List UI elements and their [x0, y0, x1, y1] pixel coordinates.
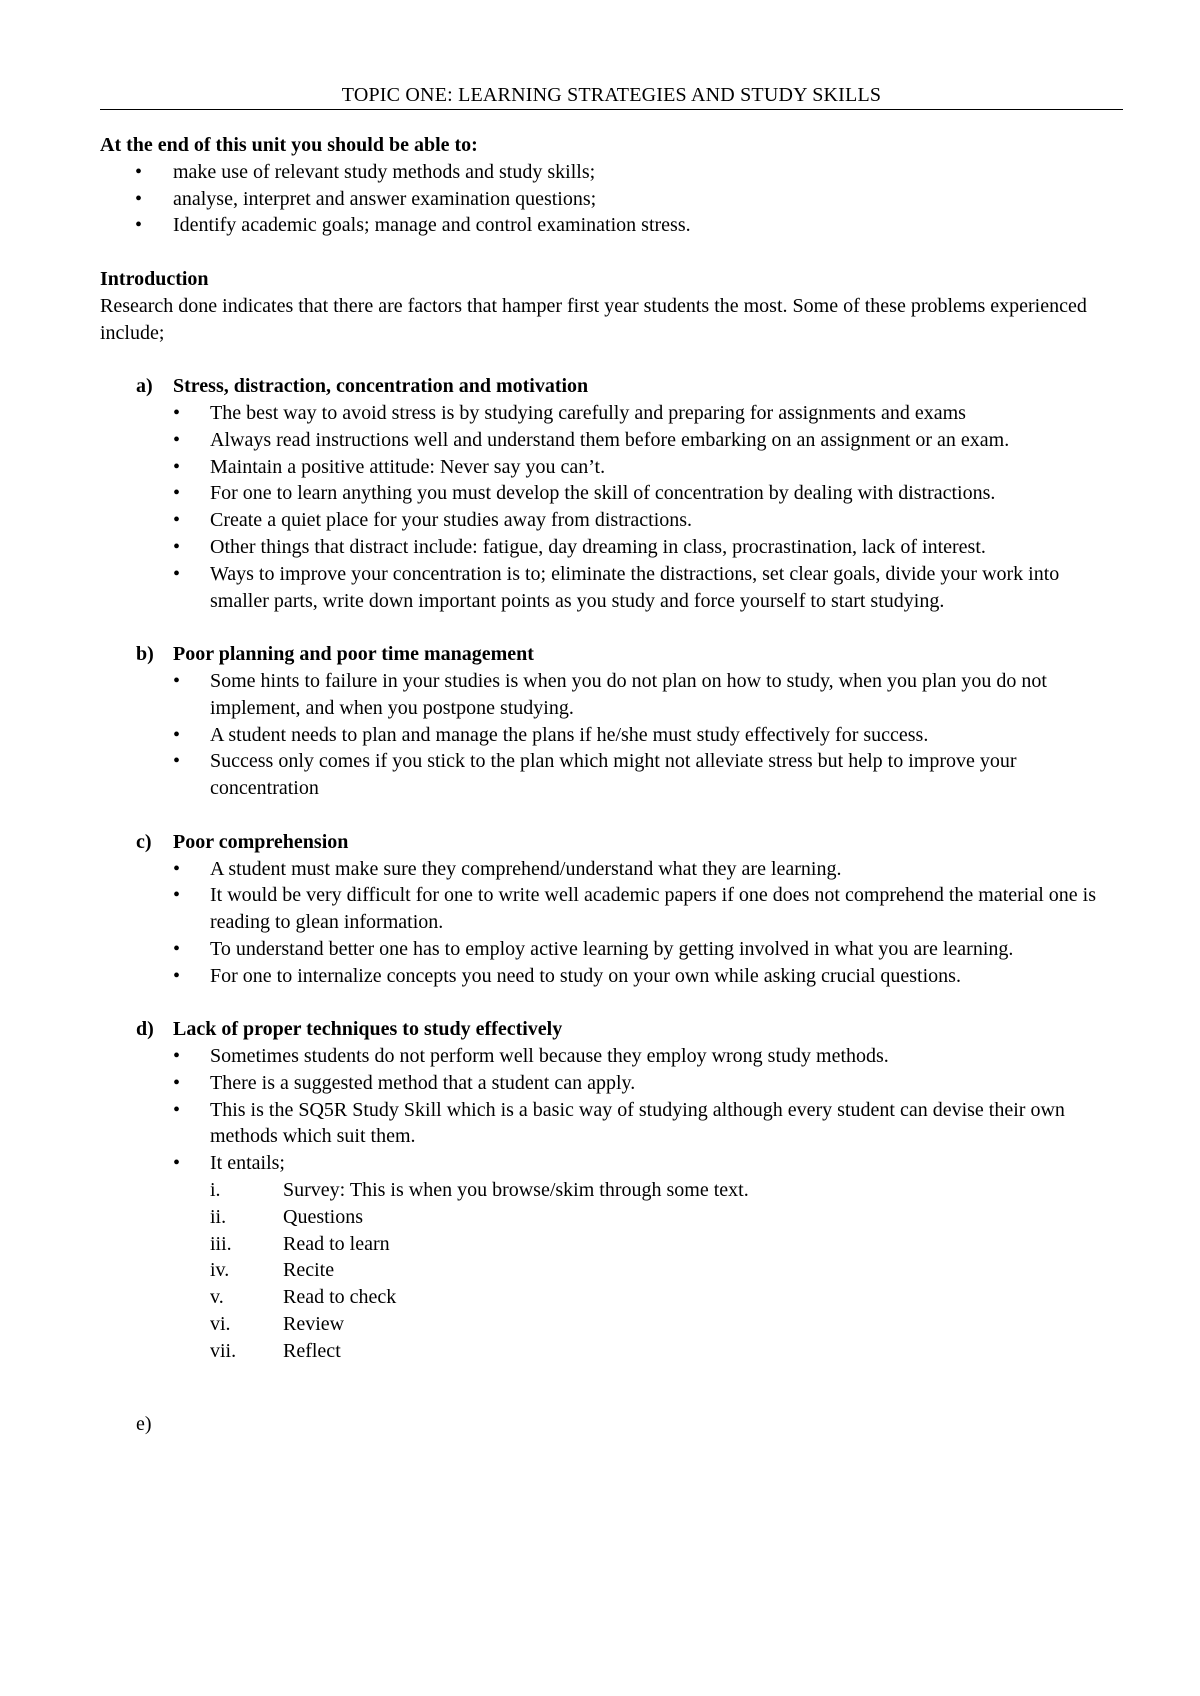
spacer — [100, 110, 1123, 132]
spacer — [100, 1365, 1123, 1392]
section-title: Poor planning and poor time management — [173, 643, 534, 666]
section-heading-c — [100, 829, 1123, 856]
list-item: • For one to internalize concepts you need to study on your own while asking crucial questions. — [100, 963, 1123, 990]
list-item: • To understand better one has to employ active learning by getting involved in what you are learning. — [100, 936, 1123, 963]
document-page — [100, 82, 1123, 1458]
list-item: • This is the SQ5R Study Skill which is a basic way of studying although every student can devise their own methods which suit them. — [100, 1097, 1123, 1151]
section-title: Lack of proper techniques to study effectively — [173, 1018, 563, 1041]
objectives-list — [100, 159, 1123, 239]
sq5r-steps-list — [100, 1177, 1123, 1365]
step-number: iv. — [210, 1259, 230, 1282]
step-text: Read to check — [283, 1286, 397, 1309]
list-item: • A student needs to plan and manage the plans if he/she must study effectively for success. — [100, 722, 1123, 749]
document-title: TOPIC ONE: LEARNING STRATEGIES AND STUDY SKILLS — [100, 82, 1123, 110]
step-text: Reflect — [283, 1339, 341, 1362]
section-a-list — [100, 400, 1123, 614]
list-item: • Success only comes if you stick to the plan which might not alleviate stress but help to improve your concentration — [100, 748, 1123, 802]
sq5r-step — [100, 1311, 1123, 1338]
section-letter: b) — [136, 643, 154, 666]
spacer — [100, 239, 1123, 266]
list-item: • Always read instructions well and understand them before embarking on an assignment or an exam. — [100, 427, 1123, 454]
list-item: • Create a quiet place for your studies away from distractions. — [100, 507, 1123, 534]
step-text: Read to learn — [283, 1232, 390, 1255]
step-text: Survey: This is when you browse/skim through some text. — [283, 1179, 749, 1202]
section-title: Stress, distraction, concentration and motivation — [173, 375, 589, 398]
section-c-list — [100, 856, 1123, 990]
list-item: • For one to learn anything you must develop the skill of concentration by dealing with distractions. — [100, 480, 1123, 507]
step-number: vi. — [210, 1313, 231, 1336]
step-text: Questions — [283, 1205, 363, 1228]
introduction-text: Research done indicates that there are factors that hamper first year students the most. Some of these problems experienced include; — [100, 294, 1087, 344]
section-letter: d) — [136, 1018, 154, 1041]
list-item: • Some hints to failure in your studies is when you do not plan on how to study, when you plan you do not implement, and when you postpone studying. — [100, 668, 1123, 722]
step-number: i. — [210, 1179, 221, 1202]
step-text: Recite — [283, 1259, 335, 1282]
step-text: Review — [283, 1313, 345, 1336]
list-item: • Other things that distract include: fatigue, day dreaming in class, procrastination, lack of interest. — [100, 534, 1123, 561]
step-number: vii. — [210, 1339, 237, 1362]
list-item: • Sometimes students do not perform well because they employ wrong study methods. — [100, 1043, 1123, 1070]
section-d-list — [100, 1043, 1123, 1177]
section-heading-b — [100, 641, 1123, 668]
spacer — [100, 990, 1123, 1017]
section-b-list — [100, 668, 1123, 802]
objectives-heading: At the end of this unit you should be able to: — [100, 134, 478, 156]
objective-item: • analyse, interpret and answer examination questions; — [100, 186, 1123, 213]
sq5r-step — [100, 1284, 1123, 1311]
sq5r-step — [100, 1204, 1123, 1231]
step-number: v. — [210, 1286, 224, 1309]
list-item: • There is a suggested method that a student can apply. — [100, 1070, 1123, 1097]
step-number: ii. — [210, 1205, 227, 1228]
list-item: • The best way to avoid stress is by studying carefully and preparing for assignments and exams — [100, 400, 1123, 427]
section-letter: c) — [136, 830, 152, 853]
spacer — [100, 346, 1123, 373]
sq5r-step — [100, 1231, 1123, 1258]
section-heading-d — [100, 1016, 1123, 1043]
sq5r-step — [100, 1338, 1123, 1365]
spacer — [100, 802, 1123, 829]
sq5r-step — [100, 1257, 1123, 1284]
section-letter: a) — [136, 375, 153, 398]
section-letter-e: e) — [136, 1413, 152, 1436]
list-item: • Maintain a positive attitude: Never say you can’t. — [100, 454, 1123, 481]
objective-item: • Identify academic goals; manage and control examination stress. — [100, 212, 1123, 239]
list-item: • It would be very difficult for one to write well academic papers if one does not comprehend the material one is reading to glean information. — [100, 882, 1123, 936]
introduction-heading: Introduction — [100, 267, 209, 290]
sq5r-step — [100, 1177, 1123, 1204]
list-item: • It entails; — [100, 1150, 1123, 1177]
list-item: • Ways to improve your concentration is to; eliminate the distractions, set clear goals, divide your work into smaller parts, write down important points as you study and force yourself to start studying. — [100, 561, 1123, 615]
section-heading-a — [100, 373, 1123, 400]
objective-item: • make use of relevant study methods and study skills; — [100, 159, 1123, 186]
spacer — [100, 614, 1123, 641]
section-title: Poor comprehension — [173, 830, 349, 853]
step-number: iii. — [210, 1232, 232, 1255]
list-item: • A student must make sure they comprehend/understand what they are learning. — [100, 856, 1123, 883]
